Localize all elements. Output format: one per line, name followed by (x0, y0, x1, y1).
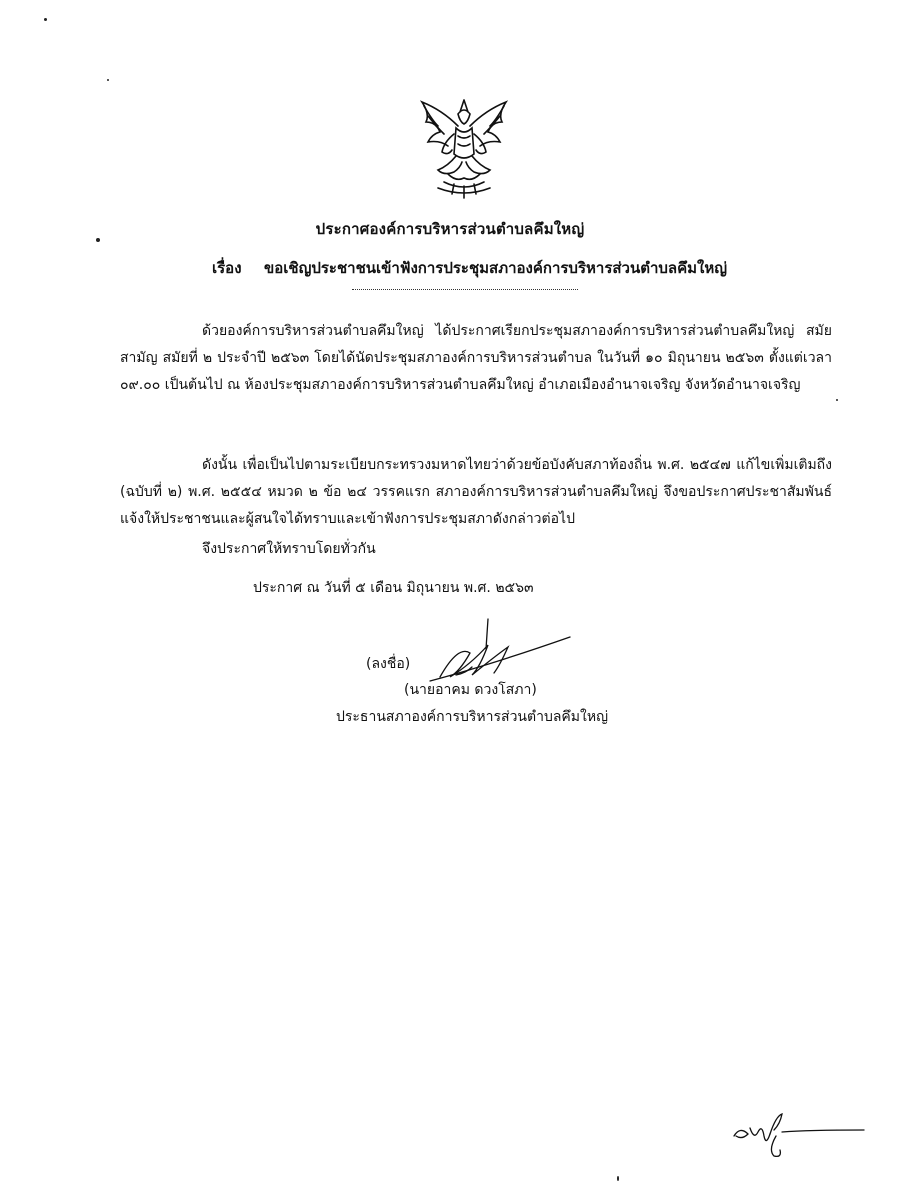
document-title: ประกาศองค์การบริหารส่วนตำบลคึมใหญ่ (315, 220, 585, 238)
announcement-line: จึงประกาศให้ทราบโดยทั่วกัน (202, 541, 376, 557)
scan-speck (44, 18, 47, 21)
subject-label: เรื่อง (212, 259, 242, 277)
body-paragraph-1 (120, 318, 832, 399)
garuda-emblem-icon (408, 92, 520, 202)
signer-position: ประธานสภาองค์การบริหารส่วนตำบลคึมใหญ่ (336, 709, 609, 725)
scan-speck (107, 79, 109, 81)
subject-text: ขอเชิญประชาชนเข้าฟังการประชุมสภาองค์การบริหารส่วนตำบลคึมใหญ่ (264, 259, 728, 277)
dotted-divider (352, 289, 578, 290)
scan-speck (836, 399, 838, 401)
sign-label: (ลงชื่อ) (366, 656, 411, 672)
subject-line (212, 256, 727, 280)
paragraph-1-text: ด้วยองค์การบริหารส่วนตำบลคึมใหญ่ ได้ประกาศเรียกประชุมสภาองค์การบริหารส่วนตำบลคึมใหญ่ สมัยสามัญ สมัยที่ ๒ ประจำปี ๒๕๖๓ โดยได้นัดประชุมสภาองค์การบริหารส่วนตำบล ในวันที่ ๑๐ มิถุนายน ๒๕๖๓ ตั้งแต่เวลา ๐๙.๐๐ เป็นต้นไป ณ ห้องประชุมสภาองค์การบริหารส่วนตำบลคึมใหญ่ อำเภอเมืองอำนาจเจริญ จังหวัดอำนาจเจริญ (120, 323, 832, 393)
scan-speck (617, 1176, 619, 1181)
body-paragraph-2 (120, 452, 832, 533)
signer-name: (นายอาคม ดวงโสภา) (404, 682, 537, 698)
handwritten-initials-icon (728, 1106, 868, 1164)
announce-date: ประกาศ ณ วันที่ ๕ เดือน มิถุนายน พ.ศ. ๒๕๖๓ (253, 580, 534, 596)
paragraph-2-text: ดังนั้น เพื่อเป็นไปตามระเบียบกระทรวงมหาดไทยว่าด้วยข้อบังคับสภาท้องถิ่น พ.ศ. ๒๕๔๗ แก้ไขเพิ่มเติมถึง (ฉบับที่ ๒) พ.ศ. ๒๕๕๔ หมวด ๒ ข้อ ๒๔ วรรคแรก สภาองค์การบริหารส่วนตำบลคึมใหญ่ จึงขอประกาศประชาสัมพันธ์ แจ้งให้ประชาชนและผู้สนใจได้ทราบและเข้าฟังการประชุมสภาดังกล่าวต่อไป (120, 457, 832, 527)
